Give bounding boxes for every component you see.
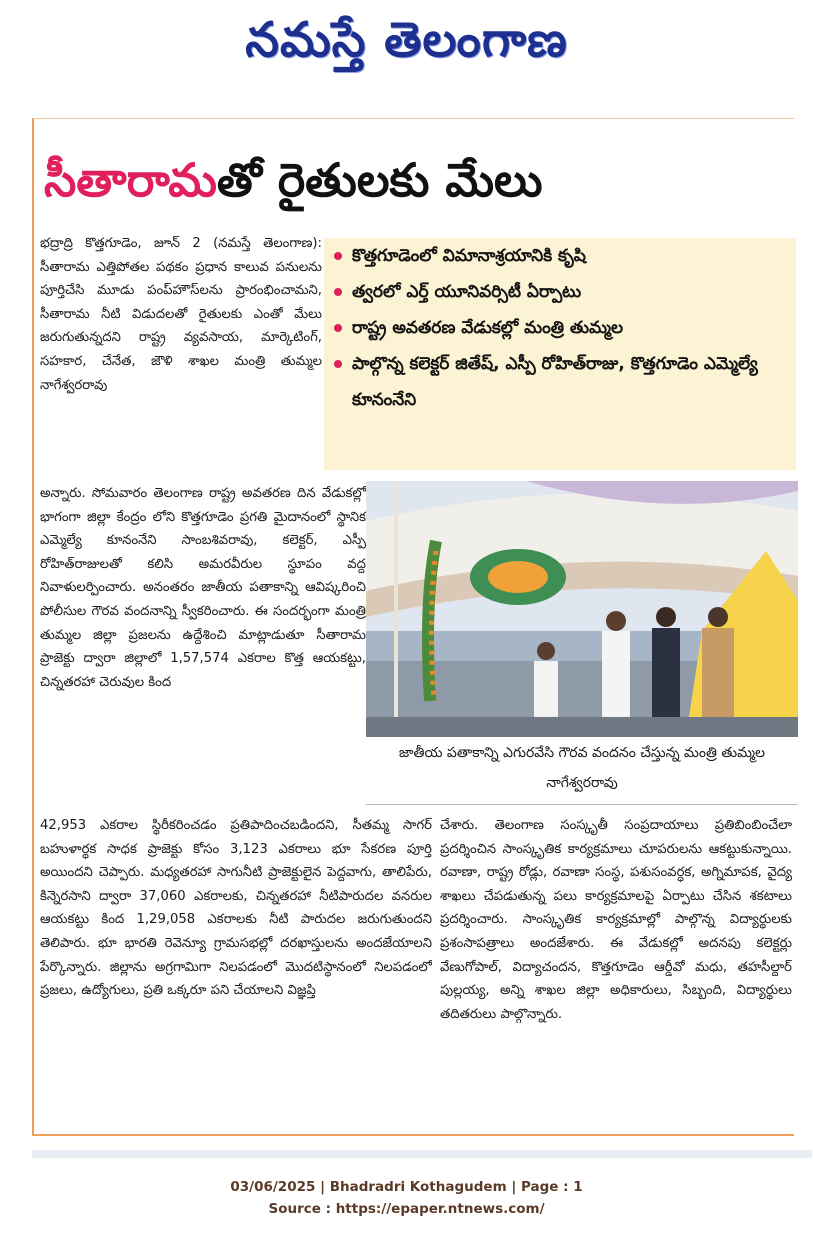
highlight-text: రాష్ట్ర అవతరణ వేడుకల్లో మంత్రి తుమ్మల [352, 318, 624, 338]
article-paragraph-right-bottom: చేశారు. తెలంగాణ సంస్కృతీ సంప్రదాయాలు ప్రతిబింబించేలా ప్రదర్శించిన సాంస్కృతిక కార్యక్రమాలు చూపరులను ఆకట్టుకున్నాయి. రవాణా, రాష్ట్ర రోడ్లు, రవాణా సంస్థ, పశుసంవర్ధక, అగ్నిమాపక, వైద్య శాఖలు చేపడుతున్న పలు కార్యక్రమాలపై ఏర్పాటు చేసిన శకటాలు ప్రదర్శించారు. సాంస్కృతిక కార్యక్రమాల్లో పాల్గొన్న విద్యార్థులకు ప్రశంసాపత్రాలు అందజేశారు. ఈ వేడుకల్లో అదనపు కలెక్టర్లు వేణుగోపాల్, విద్యాచందన, కొత్తగూడెం ఆర్డీవో మధు, తహసీల్దార్ పుల్లయ్య, అన్ని శాఖల జిల్లా అధికారులు, సిబ్బంది, విద్యార్థులు తదితరులు పాల్గొన్నారు. [440, 818, 792, 1022]
divider [32, 1150, 812, 1158]
bullet-icon [334, 252, 342, 260]
article-paragraph-left-bottom: 42,953 ఎకరాల స్థిరీకరించడం ప్రతిపాదించబడిందని, సీతమ్మ సాగర్ బహుళార్థక సాధక ప్రాజెక్టు కోసం 3,123 ఎకరాలు భూ సేకరణ పూర్తి అయిందని చెప్పారు. మధ్యతరహా సాగునీటి ప్రాజెక్టులైన పెద్దవాగు, తాలిపేరు, కిన్నెరసాని ద్వారా 37,060 ఎకరాలకు, చిన్నతరహా నీటిపారుదల వనరుల ఆయకట్టు కింద 1,29,058 ఎకరాలకు నీటి పారుదల జరుగుతుందని తెలిపారు. భూ భారతి రెవెన్యూ గ్రామసభల్లో దరఖాస్తులను అందజేయాలని పేర్కొన్నారు. జిల్లాను అగ్రగామిగా నిలపడంలో మొదటిస్థానంలో నిలపడంలో ప్రజలు, ఉద్యోగులు, ప్రతి ఒక్కరూ పని చేయాలని విజ్ఞప్తి [40, 818, 432, 999]
bullet-icon [334, 324, 342, 332]
highlight-item [324, 346, 796, 418]
highlight-text: పాల్గొన్న కలెక్టర్ జితేష్, ఎస్పీ రోహిత్‌రాజు, కొత్తగూడెం ఎమ్మెల్యే కూనంనేని [352, 354, 758, 410]
highlight-text: కొత్తగూడెంలో విమానాశ్రయానికి కృషి [352, 246, 586, 266]
bullet-icon [334, 288, 342, 296]
bullet-icon [334, 360, 342, 368]
masthead-title: నమస్తే తెలంగాణ [245, 12, 568, 68]
highlight-text: త్వరలో ఎర్త్ యూనివర్సిటీ ఏర్పాటు [352, 282, 582, 302]
footer-source-link[interactable]: Source : https://epaper.ntnews.com/ [268, 1201, 545, 1217]
flag-hoisting-photo [366, 481, 798, 737]
article-paragraph-main: అన్నారు. సోమవారం తెలంగాణ రాష్ట్ర అవతరణ దిన వేడుకల్లో భాగంగా జిల్లా కేంద్రం లోని కొత్తగూడెం ప్రగతి మైదానంలో స్థానిక ఎమ్మెల్యే కూనంనేని సాంబశివరావు, కలెక్టర్, ఎస్పీ రోహిత్‌రాజులతో కలిసి అమరవీరుల స్థూపం వద్ద నివాళులర్పించారు. అనంతరం జాతీయ పతాకాన్ని ఆవిష్కరించి పోలీసుల గౌరవ వందనాన్ని స్వీకరించారు. ఈ సందర్భంగా మంత్రి తుమ్మల జిల్లా ప్రజలను ఉద్దేశించి మాట్లాడుతూ సీతారామ ప్రాజెక్టు ద్వారా జిల్లాలో 1,57,574 ఎకరాల కొత్త ఆయకట్టు, చిన్నతరహా చెరువుల కింద [40, 486, 366, 690]
news-photo [366, 481, 798, 737]
article-headline [44, 140, 804, 220]
article-paragraph-intro: భద్రాద్రి కొత్తగూడెం, జూన్ 2 (నమస్తే తెలంగాణ): సీతారామ ఎత్తిపోతల పథకం ప్రధాన కాలువ పనులను పూర్తిచేసి మూడు పంప్‌హౌస్‌లను ప్రారంభించామని, సీతారామ నీటి విడుదలతో రైతులకు ఎంతో మేలు జరుగుతున్నదని రాష్ట్ర వ్యవసాయ, మార్కెటింగ్, సహకార, చేనేత, జౌళి శాఖల మంత్రి తుమ్మల నాగేశ్వరరావు [40, 236, 322, 393]
footer-date-edition: 03/06/2025 | Bhadradri Kothagudem | Page : 1 [230, 1179, 583, 1195]
headline-rest: తో రైతులకు మేలు [216, 153, 543, 207]
highlight-item [324, 238, 796, 274]
photo-caption: జాతీయ పతాకాన్ని ఎగురవేసి గౌరవ వందనం చేస్తున్న మంత్రి తుమ్మల నాగేశ్వరరావు [366, 738, 798, 805]
highlight-item [324, 274, 796, 310]
highlight-item [324, 310, 796, 346]
headline-highlight: సీతారామ [44, 153, 217, 207]
highlights-box [324, 238, 796, 470]
page-footer [0, 1176, 813, 1220]
